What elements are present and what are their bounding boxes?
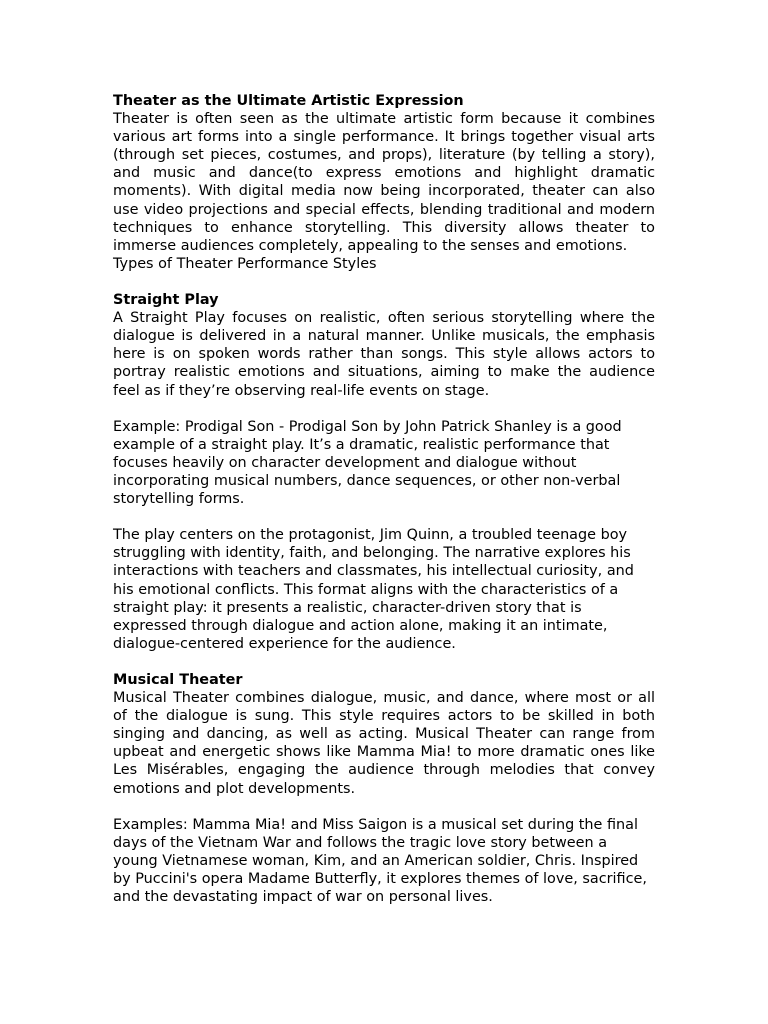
section-paragraph: Theater is often seen as the ultimate artistic form because it combines various art forms into a single performance. It brings together visual arts (through set pieces, costumes, and props), literature (by telling a story), and music and dance(to express emotions and highlight dramatic moments). With digital media now being incorporated, theater can also use video projections and special effects, blending traditional and modern techniques to enhance storytelling. This diversity allows theater to immerse audiences completely, appealing to the senses and emotions. xyxy=(113,111,655,254)
paragraph-gap xyxy=(113,798,655,816)
section-musical-theater xyxy=(113,671,655,906)
section-paragraph: Musical Theater combines dialogue, music, and dance, where most or all of the dialogue is sung. This style requires actors to be skilled in both singing and dancing, as well as acting. Musical Theater can range from upbeat and energetic shows like Mamma Mia! to more dramatic ones like Les Misérables, engaging the audience through melodies that convey emotions and plot developments. xyxy=(113,690,655,797)
section-paragraph: A Straight Play focuses on realistic, often serious storytelling where the dialogue is delivered in a natural manner. Unlike musicals, the emphasis here is on spoken words rather than songs. This style allows actors to portray realistic emotions and situations, aiming to make the audience feel as if they’re observing real-life events on stage. xyxy=(113,310,655,399)
example-paragraph: Examples: Mamma Mia! and Miss Saigon is a musical set during the final days of the Vietnam War and follows the tragic love story between a young Vietnamese woman, Kim, and an American soldier, Chris. Inspired by Puccini's opera Madame Butterfly, it explores themes of love, sacrifice, and the devastating impact of war on personal lives. xyxy=(113,816,647,906)
types-subline: Types of Theater Performance Styles xyxy=(113,255,377,272)
section-straight-play xyxy=(113,291,655,653)
detail-paragraph: The play centers on the protagonist, Jim Quinn, a troubled teenage boy struggling with identity, faith, and belonging. The narrative explores his interactions with teachers and classmates, his intellectual curiosity, and his emotional conflicts. This format aligns with the characteristics of a straight play: it presents a realistic, character-driven story that is expressed through dialogue and action alone, making it an intimate, dialogue-centered experience for the audience. xyxy=(113,527,634,652)
section-theater-artistic-expression xyxy=(113,92,655,273)
section-heading: Theater as the Ultimate Artistic Expression xyxy=(113,93,464,109)
section-heading: Musical Theater xyxy=(113,672,243,688)
paragraph-gap xyxy=(113,400,655,418)
example-paragraph: Example: Prodigal Son - Prodigal Son by John Patrick Shanley is a good example of a straight play. It’s a dramatic, realistic performance that focuses heavily on character development and dialogue without incorporating musical numbers, dance sequences, or other non-verbal storytelling forms. xyxy=(113,418,622,508)
document-page xyxy=(113,92,655,906)
paragraph-gap xyxy=(113,273,655,291)
paragraph-gap xyxy=(113,653,655,671)
section-heading: Straight Play xyxy=(113,292,219,309)
paragraph-gap xyxy=(113,508,655,526)
